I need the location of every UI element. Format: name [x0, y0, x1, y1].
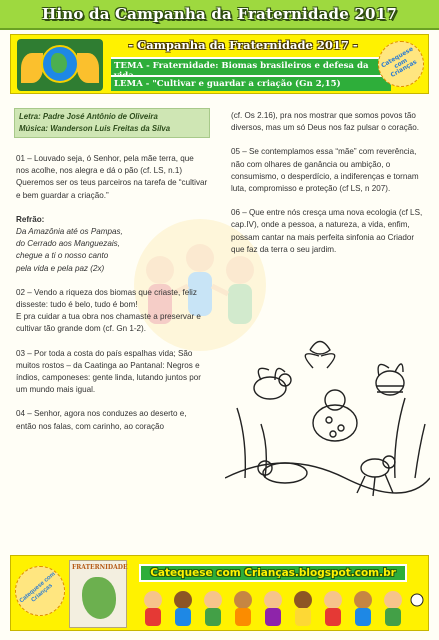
blog-link[interactable] — [139, 564, 407, 582]
brazil-map-icon — [82, 577, 116, 619]
refrain-line: pela vida e pela paz (2x) — [16, 263, 105, 273]
verse-1-cont: Queremos ser os teus parceiros na tarefa de “cultivar e bem guardar a criação.” — [16, 178, 208, 200]
campaign-theme: TEMA - Fraternidade: Biomas brasileiros e defesa da — [111, 57, 391, 83]
lyrics-right-column — [231, 110, 423, 268]
blog-link-text: Catequese com Crianças.blogspot.com.br — [150, 567, 396, 579]
refrain — [16, 226, 208, 275]
verse-5: 05 – Se contemplamos essa “mãe” com reverência, não com olhares de ganância ou ambição, o consumismo, o desperdício, a indiferenças e tornam luta, compromisso e proteção (cf LS, n 207). — [231, 147, 419, 194]
campaign-logo — [17, 39, 103, 91]
verse-2-cont: E pra cuidar a tua obra nos chamaste a preservar e cultivar tão grande dom (cf. Gn 1-2). — [16, 312, 201, 334]
refrain-line: do Cerrado aos Manguezais, — [16, 239, 120, 249]
insects-coloring-illustration — [225, 328, 430, 526]
title-banner — [0, 0, 439, 30]
children-row-illustration — [139, 588, 424, 628]
refrain-line: chegue a ti o nosso canto — [16, 251, 109, 261]
verse-1: 01 – Louvado seja, ó Senhor, pela mãe terra, que nos acolhe, nos alegra e dá o pão (cf. LS, n.1) — [16, 154, 194, 176]
music-credit: Música: Wanderson Luis Freitas da Silva — [19, 124, 171, 133]
leaf-icon — [21, 53, 43, 83]
verse-4: 04 – Senhor, agora nos conduzes ao deserto e, então nos falas, com carinho, ao coração — [16, 409, 187, 431]
footer-stamp-text: Catequese com Crianças — [18, 571, 57, 605]
campaign-subtitle: - Campanha da Fraternidade 2017 - — [128, 38, 358, 52]
globe-icon — [41, 45, 79, 83]
blog-stamp-text: Catequese com Crianças — [380, 45, 419, 80]
refrain-line: Da Amazônia até os Pampas, — [16, 227, 123, 237]
footer-box — [10, 555, 429, 631]
refrain-title: Refrão: — [16, 214, 45, 224]
header-box — [10, 34, 429, 94]
verse-4-cont: (cf. Os 2.16), pra nos mostrar que somos povos tão diversos, mas um só Deus nos faz pulsar o coração. — [231, 111, 420, 133]
campaign-motto: LEMA - "Cultivar e guardar a criação (Gn 2,15) — [111, 75, 391, 91]
credits-box — [14, 108, 210, 138]
campaign-poster-thumbnail — [69, 560, 127, 628]
poster-title: FRATERNIDADE — [72, 564, 128, 571]
blog-stamp — [378, 41, 424, 87]
leaf-icon — [77, 53, 99, 83]
page-title: Hino da Campanha da Fraternidade 2017 — [42, 5, 397, 23]
verse-2: 02 – Vendo a riqueza dos biomas que criaste, feliz disseste: tudo é belo, tudo é bom! — [16, 287, 197, 310]
lyrics-left-column — [16, 153, 208, 445]
footer-blog-stamp — [15, 566, 65, 616]
verse-3: 03 – Por toda a costa do país espalhas vida; São muitos rostos – da Caatinga ao Pantanal: Negros e índios, camponeses: gente linda, lutando juntos por um mundo mais igual. — [16, 348, 201, 395]
verse-6: 06 – Que entre nós cresça uma nova ecologia (cf LS, cap.IV), onde a pessoa, a natureza, a vida, enfim, possam cantar na mais perfeita sinfonia ao Criador que faz da terra o seu jardim. — [231, 208, 423, 254]
lyrics-credit: Letra: Padre José Antônio de Oliveira — [19, 112, 158, 121]
